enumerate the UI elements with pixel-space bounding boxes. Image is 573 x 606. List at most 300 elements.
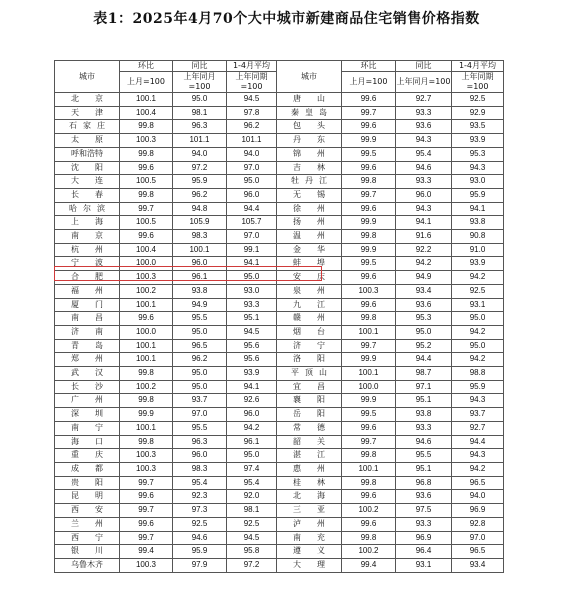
right-yoy-cell: 95.5: [396, 449, 452, 463]
right-yoy-cell: 92.2: [396, 243, 452, 257]
right-yoy-cell: 94.1: [396, 216, 452, 230]
right-yoy-cell: 98.7: [396, 367, 452, 381]
right-city-cell: 三亚: [277, 504, 342, 518]
right-avg-cell: 91.0: [452, 243, 504, 257]
header-yoy-left: 同比: [173, 61, 227, 72]
right-avg-cell: 92.5: [452, 93, 504, 107]
right-avg-cell: 92.9: [452, 106, 504, 120]
left-city-cell: 太原: [55, 134, 120, 148]
left-avg-cell: 95.8: [227, 545, 277, 559]
left-yoy-cell: 92.3: [173, 490, 227, 504]
table-row: [55, 120, 504, 134]
left-avg-cell: 94.5: [227, 325, 277, 339]
left-city-cell: 青岛: [55, 339, 120, 353]
left-yoy-cell: 94.8: [173, 202, 227, 216]
right-avg-cell: 90.8: [452, 230, 504, 244]
right-mom-cell: 99.9: [342, 353, 396, 367]
left-yoy-cell: 97.2: [173, 161, 227, 175]
table-row: [55, 421, 504, 435]
right-mom-cell: 99.6: [342, 298, 396, 312]
left-city-cell: 广州: [55, 394, 120, 408]
table-row: [55, 490, 504, 504]
right-city-cell: 丹东: [277, 134, 342, 148]
right-avg-cell: 94.3: [452, 449, 504, 463]
left-mom-cell: 99.6: [120, 490, 173, 504]
left-mom-cell: 100.5: [120, 216, 173, 230]
right-yoy-cell: 94.9: [396, 271, 452, 285]
right-city-cell: 泉州: [277, 284, 342, 298]
left-mom-cell: 99.8: [120, 120, 173, 134]
right-yoy-cell: 93.3: [396, 175, 452, 189]
right-city-cell: 烟台: [277, 325, 342, 339]
right-avg-cell: 92.5: [452, 284, 504, 298]
right-city-cell: 遵义: [277, 545, 342, 559]
right-city-cell: 包头: [277, 120, 342, 134]
right-avg-cell: 94.2: [452, 325, 504, 339]
header-yoy-base-left: 上年同月=100: [173, 72, 227, 93]
right-mom-cell: 99.6: [342, 517, 396, 531]
right-avg-cell: 93.0: [452, 175, 504, 189]
right-mom-cell: 99.5: [342, 257, 396, 271]
left-city-cell: 呼和浩特: [55, 147, 120, 161]
right-mom-cell: 99.4: [342, 558, 396, 572]
left-city-cell: 长春: [55, 188, 120, 202]
right-avg-cell: 93.4: [452, 558, 504, 572]
right-avg-cell: 94.2: [452, 462, 504, 476]
left-mom-cell: 99.8: [120, 147, 173, 161]
right-city-cell: 扬州: [277, 216, 342, 230]
left-yoy-cell: 101.1: [173, 134, 227, 148]
left-mom-cell: 100.1: [120, 421, 173, 435]
left-avg-cell: 94.0: [227, 147, 277, 161]
right-mom-cell: 99.7: [342, 339, 396, 353]
left-mom-cell: 100.2: [120, 380, 173, 394]
table-header: [55, 61, 504, 93]
right-avg-cell: 94.2: [452, 353, 504, 367]
left-avg-cell: 95.6: [227, 353, 277, 367]
right-yoy-cell: 97.1: [396, 380, 452, 394]
left-avg-cell: 93.0: [227, 284, 277, 298]
table-row: [55, 435, 504, 449]
left-mom-cell: 99.8: [120, 188, 173, 202]
right-city-cell: 岳阳: [277, 408, 342, 422]
left-mom-cell: 100.4: [120, 243, 173, 257]
table-row: [55, 394, 504, 408]
left-avg-cell: 97.0: [227, 161, 277, 175]
header-mom-right: 环比: [342, 61, 396, 72]
left-city-cell: 厦门: [55, 298, 120, 312]
left-yoy-cell: 93.7: [173, 394, 227, 408]
table-row: [55, 531, 504, 545]
right-yoy-cell: 93.1: [396, 558, 452, 572]
right-mom-cell: 100.2: [342, 504, 396, 518]
table-row: [55, 106, 504, 120]
left-mom-cell: 100.2: [120, 284, 173, 298]
table-row: [55, 517, 504, 531]
table-body: [55, 93, 504, 573]
right-yoy-cell: 95.3: [396, 312, 452, 326]
right-yoy-cell: 93.8: [396, 408, 452, 422]
left-avg-cell: 97.8: [227, 106, 277, 120]
left-mom-cell: 100.3: [120, 271, 173, 285]
left-avg-cell: 95.4: [227, 476, 277, 490]
right-avg-cell: 93.8: [452, 216, 504, 230]
right-yoy-cell: 96.8: [396, 476, 452, 490]
header-city-right: 城市: [277, 61, 342, 93]
right-yoy-cell: 95.4: [396, 147, 452, 161]
left-mom-cell: 99.7: [120, 531, 173, 545]
left-city-cell: 昆明: [55, 490, 120, 504]
right-avg-cell: 95.3: [452, 147, 504, 161]
right-yoy-cell: 93.6: [396, 298, 452, 312]
right-city-cell: 宜昌: [277, 380, 342, 394]
left-avg-cell: 94.1: [227, 257, 277, 271]
left-avg-cell: 97.0: [227, 230, 277, 244]
left-city-cell: 宁波: [55, 257, 120, 271]
left-avg-cell: 93.3: [227, 298, 277, 312]
right-yoy-cell: 96.9: [396, 531, 452, 545]
left-city-cell: 重庆: [55, 449, 120, 463]
right-avg-cell: 95.9: [452, 188, 504, 202]
right-city-cell: 韶关: [277, 435, 342, 449]
right-mom-cell: 99.6: [342, 93, 396, 107]
left-city-cell: 天津: [55, 106, 120, 120]
right-avg-cell: 96.5: [452, 545, 504, 559]
left-avg-cell: 94.5: [227, 93, 277, 107]
right-mom-cell: 99.8: [342, 230, 396, 244]
left-yoy-cell: 96.0: [173, 257, 227, 271]
left-city-cell: 长沙: [55, 380, 120, 394]
left-yoy-cell: 105.9: [173, 216, 227, 230]
left-avg-cell: 101.1: [227, 134, 277, 148]
right-city-cell: 大理: [277, 558, 342, 572]
right-mom-cell: 99.5: [342, 408, 396, 422]
right-city-cell: 湛江: [277, 449, 342, 463]
left-yoy-cell: 96.3: [173, 120, 227, 134]
table-row: [55, 284, 504, 298]
right-yoy-cell: 95.1: [396, 462, 452, 476]
left-mom-cell: 99.8: [120, 367, 173, 381]
right-city-cell: 温州: [277, 230, 342, 244]
left-avg-cell: 96.0: [227, 408, 277, 422]
right-city-cell: 蚌埠: [277, 257, 342, 271]
left-city-cell: 郑州: [55, 353, 120, 367]
left-mom-cell: 100.4: [120, 106, 173, 120]
left-city-cell: 南宁: [55, 421, 120, 435]
table-row: [55, 230, 504, 244]
left-avg-cell: 93.9: [227, 367, 277, 381]
header-avg-left: 1-4月平均: [227, 61, 277, 72]
left-yoy-cell: 97.9: [173, 558, 227, 572]
table-row: [55, 408, 504, 422]
right-mom-cell: 99.5: [342, 147, 396, 161]
left-mom-cell: 99.6: [120, 312, 173, 326]
left-city-cell: 上海: [55, 216, 120, 230]
left-avg-cell: 95.0: [227, 449, 277, 463]
right-city-cell: 洛阳: [277, 353, 342, 367]
right-avg-cell: 95.0: [452, 312, 504, 326]
table-row: [55, 504, 504, 518]
left-city-cell: 北京: [55, 93, 120, 107]
right-city-cell: 锦州: [277, 147, 342, 161]
left-yoy-cell: 100.1: [173, 243, 227, 257]
right-city-cell: 泸州: [277, 517, 342, 531]
table-row: [55, 312, 504, 326]
price-index-table: [54, 60, 504, 573]
left-avg-cell: 94.1: [227, 380, 277, 394]
right-city-cell: 桂林: [277, 476, 342, 490]
right-city-cell: 平顶山: [277, 367, 342, 381]
right-yoy-cell: 97.5: [396, 504, 452, 518]
left-city-cell: 哈尔滨: [55, 202, 120, 216]
right-avg-cell: 94.0: [452, 490, 504, 504]
table-row: [55, 476, 504, 490]
header-city-left: 城市: [55, 61, 120, 93]
table-row: [55, 175, 504, 189]
right-avg-cell: 93.1: [452, 298, 504, 312]
left-avg-cell: 105.7: [227, 216, 277, 230]
left-yoy-cell: 95.0: [173, 93, 227, 107]
right-mom-cell: 100.0: [342, 380, 396, 394]
right-mom-cell: 99.7: [342, 435, 396, 449]
right-city-cell: 济宁: [277, 339, 342, 353]
header-mom-base-right: 上月=100: [342, 72, 396, 93]
left-yoy-cell: 93.8: [173, 284, 227, 298]
left-mom-cell: 100.3: [120, 462, 173, 476]
left-avg-cell: 94.5: [227, 531, 277, 545]
left-mom-cell: 99.7: [120, 202, 173, 216]
left-mom-cell: 99.7: [120, 476, 173, 490]
right-mom-cell: 100.2: [342, 545, 396, 559]
table-row: [55, 367, 504, 381]
right-mom-cell: 99.8: [342, 312, 396, 326]
left-yoy-cell: 96.5: [173, 339, 227, 353]
right-avg-cell: 93.9: [452, 257, 504, 271]
left-yoy-cell: 98.3: [173, 230, 227, 244]
right-city-cell: 北海: [277, 490, 342, 504]
table-row: [55, 380, 504, 394]
right-mom-cell: 99.9: [342, 134, 396, 148]
table-row: [55, 545, 504, 559]
table-row: [55, 257, 504, 271]
right-avg-cell: 92.8: [452, 517, 504, 531]
left-avg-cell: 98.1: [227, 504, 277, 518]
right-avg-cell: 93.7: [452, 408, 504, 422]
table-row: [55, 271, 504, 285]
left-yoy-cell: 97.3: [173, 504, 227, 518]
right-avg-cell: 94.4: [452, 435, 504, 449]
left-avg-cell: 97.4: [227, 462, 277, 476]
right-city-cell: 南充: [277, 531, 342, 545]
left-yoy-cell: 95.9: [173, 545, 227, 559]
table-row: [55, 147, 504, 161]
right-avg-cell: 95.0: [452, 339, 504, 353]
table-row: [55, 188, 504, 202]
right-city-cell: 唐山: [277, 93, 342, 107]
right-avg-cell: 94.3: [452, 161, 504, 175]
left-city-cell: 成都: [55, 462, 120, 476]
left-yoy-cell: 92.5: [173, 517, 227, 531]
right-mom-cell: 99.8: [342, 449, 396, 463]
right-yoy-cell: 91.6: [396, 230, 452, 244]
right-mom-cell: 99.7: [342, 188, 396, 202]
table-row: [55, 339, 504, 353]
right-yoy-cell: 96.0: [396, 188, 452, 202]
right-yoy-cell: 95.1: [396, 394, 452, 408]
left-mom-cell: 99.8: [120, 394, 173, 408]
right-avg-cell: 98.8: [452, 367, 504, 381]
right-yoy-cell: 93.4: [396, 284, 452, 298]
left-city-cell: 海口: [55, 435, 120, 449]
right-mom-cell: 99.6: [342, 202, 396, 216]
left-mom-cell: 100.5: [120, 175, 173, 189]
right-mom-cell: 100.1: [342, 325, 396, 339]
right-yoy-cell: 92.7: [396, 93, 452, 107]
left-avg-cell: 95.6: [227, 339, 277, 353]
left-avg-cell: 95.0: [227, 271, 277, 285]
right-yoy-cell: 94.3: [396, 134, 452, 148]
header-yoy-base-right: 上年同月=100: [396, 72, 452, 93]
left-yoy-cell: 95.5: [173, 421, 227, 435]
right-yoy-cell: 94.4: [396, 353, 452, 367]
right-mom-cell: 99.6: [342, 161, 396, 175]
left-mom-cell: 100.0: [120, 325, 173, 339]
left-yoy-cell: 97.0: [173, 408, 227, 422]
left-yoy-cell: 98.3: [173, 462, 227, 476]
right-mom-cell: 99.9: [342, 216, 396, 230]
left-mom-cell: 100.1: [120, 298, 173, 312]
right-yoy-cell: 94.6: [396, 435, 452, 449]
left-mom-cell: 99.9: [120, 408, 173, 422]
left-city-cell: 西宁: [55, 531, 120, 545]
left-yoy-cell: 96.2: [173, 188, 227, 202]
right-avg-cell: 97.0: [452, 531, 504, 545]
left-avg-cell: 96.1: [227, 435, 277, 449]
left-city-cell: 大连: [55, 175, 120, 189]
right-avg-cell: 96.5: [452, 476, 504, 490]
right-mom-cell: 99.6: [342, 271, 396, 285]
left-yoy-cell: 98.1: [173, 106, 227, 120]
left-mom-cell: 99.4: [120, 545, 173, 559]
left-yoy-cell: 94.0: [173, 147, 227, 161]
left-mom-cell: 100.0: [120, 257, 173, 271]
right-yoy-cell: 94.3: [396, 202, 452, 216]
right-avg-cell: 93.9: [452, 134, 504, 148]
right-yoy-cell: 93.3: [396, 421, 452, 435]
header-mom-base-left: 上月=100: [120, 72, 173, 93]
right-yoy-cell: 94.2: [396, 257, 452, 271]
left-mom-cell: 99.7: [120, 504, 173, 518]
right-city-cell: 襄阳: [277, 394, 342, 408]
left-city-cell: 杭州: [55, 243, 120, 257]
table-row: [55, 298, 504, 312]
right-mom-cell: 99.8: [342, 175, 396, 189]
table-row: [55, 243, 504, 257]
left-mom-cell: 100.1: [120, 93, 173, 107]
right-mom-cell: 99.8: [342, 476, 396, 490]
right-avg-cell: 92.7: [452, 421, 504, 435]
left-mom-cell: 99.6: [120, 161, 173, 175]
right-avg-cell: 94.3: [452, 394, 504, 408]
right-yoy-cell: 96.4: [396, 545, 452, 559]
right-yoy-cell: 93.6: [396, 490, 452, 504]
right-yoy-cell: 95.2: [396, 339, 452, 353]
right-city-cell: 徐州: [277, 202, 342, 216]
header-avg-right: 1-4月平均: [452, 61, 504, 72]
right-city-cell: 惠州: [277, 462, 342, 476]
table-row: [55, 93, 504, 107]
left-yoy-cell: 95.5: [173, 312, 227, 326]
right-yoy-cell: 93.3: [396, 517, 452, 531]
left-yoy-cell: 95.9: [173, 175, 227, 189]
left-mom-cell: 100.1: [120, 353, 173, 367]
left-avg-cell: 92.5: [227, 517, 277, 531]
left-yoy-cell: 94.6: [173, 531, 227, 545]
table-row: [55, 449, 504, 463]
table-row: [55, 325, 504, 339]
right-city-cell: 金华: [277, 243, 342, 257]
left-yoy-cell: 95.0: [173, 380, 227, 394]
right-mom-cell: 99.9: [342, 394, 396, 408]
left-city-cell: 福州: [55, 284, 120, 298]
left-avg-cell: 99.1: [227, 243, 277, 257]
left-yoy-cell: 95.0: [173, 325, 227, 339]
header-yoy-right: 同比: [396, 61, 452, 72]
left-mom-cell: 100.3: [120, 449, 173, 463]
left-yoy-cell: 95.4: [173, 476, 227, 490]
left-city-cell: 沈阳: [55, 161, 120, 175]
table-row: [55, 462, 504, 476]
left-avg-cell: 95.1: [227, 312, 277, 326]
table-row: [55, 216, 504, 230]
left-avg-cell: 95.0: [227, 175, 277, 189]
header-avg-base-left: 上年同期=100: [227, 72, 277, 93]
left-city-cell: 银川: [55, 545, 120, 559]
table-row: [55, 202, 504, 216]
right-mom-cell: 99.9: [342, 243, 396, 257]
right-city-cell: 常德: [277, 421, 342, 435]
left-mom-cell: 99.6: [120, 230, 173, 244]
left-city-cell: 西安: [55, 504, 120, 518]
right-city-cell: 牡丹江: [277, 175, 342, 189]
right-avg-cell: 96.9: [452, 504, 504, 518]
left-city-cell: 济南: [55, 325, 120, 339]
right-mom-cell: 100.3: [342, 284, 396, 298]
left-avg-cell: 96.2: [227, 120, 277, 134]
left-yoy-cell: 94.9: [173, 298, 227, 312]
right-mom-cell: 100.1: [342, 367, 396, 381]
right-mom-cell: 99.6: [342, 120, 396, 134]
left-mom-cell: 99.6: [120, 517, 173, 531]
right-city-cell: 赣州: [277, 312, 342, 326]
right-yoy-cell: 95.0: [396, 325, 452, 339]
right-mom-cell: 99.7: [342, 106, 396, 120]
right-mom-cell: 99.8: [342, 531, 396, 545]
left-avg-cell: 94.4: [227, 202, 277, 216]
right-yoy-cell: 94.6: [396, 161, 452, 175]
left-city-cell: 乌鲁木齐: [55, 558, 120, 572]
left-avg-cell: 97.2: [227, 558, 277, 572]
right-avg-cell: 93.5: [452, 120, 504, 134]
right-city-cell: 九江: [277, 298, 342, 312]
left-city-cell: 武汉: [55, 367, 120, 381]
right-mom-cell: 99.6: [342, 421, 396, 435]
right-city-cell: 无锡: [277, 188, 342, 202]
left-mom-cell: 99.8: [120, 435, 173, 449]
left-avg-cell: 96.0: [227, 188, 277, 202]
left-city-cell: 兰州: [55, 517, 120, 531]
right-mom-cell: 99.6: [342, 490, 396, 504]
